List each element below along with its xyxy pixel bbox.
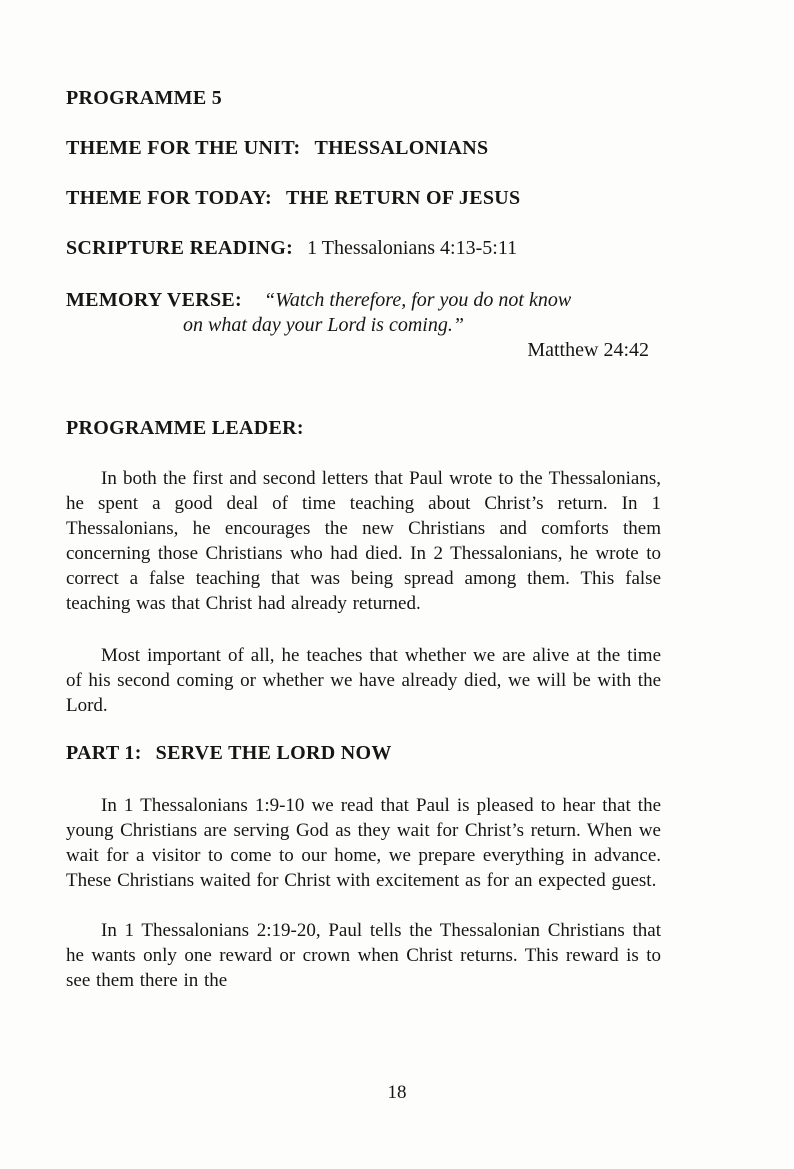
page-content-column (66, 88, 661, 1020)
scripture-reading-value: 1 Thessalonians 4:13-5:11 (307, 237, 518, 259)
part1-paragraph-2: In 1 Thessalonians 2:19-20, Paul tells the Thessalonian Christians that he wants only one reward or crown when Christ returns. This reward is to see them there in the (66, 920, 661, 991)
theme-unit-line (66, 138, 661, 158)
programme-leader-heading (66, 418, 661, 438)
page-number: 18 (387, 1082, 407, 1103)
part1-paragraph-1: In 1 Thessalonians 1:9-10 we read that Paul is pleased to hear that the young Christians are serving God as they wait for Christ’s return. When we wait for a visitor to come to our home, we prepare everything in advance. These Christians waited for Christ with excitement as for an expected guest. (66, 795, 661, 891)
memory-verse-quote-part2: on what day your Lord is coming.” (183, 314, 464, 336)
theme-today-value: THE RETURN OF JESUS (285, 187, 521, 209)
programme-title (66, 88, 661, 108)
memory-verse-reference: Matthew 24:42 (527, 339, 649, 361)
theme-today-label: THEME FOR TODAY: (66, 187, 272, 209)
part1-heading (66, 743, 661, 763)
memory-verse-label: MEMORY VERSE: (66, 289, 242, 311)
memory-verse-quote-part1: “Watch therefore, for you do not know (263, 289, 572, 311)
intro-paragraph-2: Most important of all, he teaches that whether we are alive at the time of his second coming or whether we have already died, we will be with the Lord. (66, 645, 661, 716)
scripture-reading-line (66, 238, 661, 258)
theme-unit-label: THEME FOR THE UNIT: (66, 137, 301, 159)
part1-heading-label: PART 1: (66, 742, 142, 764)
theme-unit-value: THESSALONIANS (314, 137, 489, 159)
programme-leader-heading-text: PROGRAMME LEADER: (66, 417, 304, 439)
memory-verse-block (66, 288, 661, 363)
intro-paragraph-1: In both the first and second letters that Paul wrote to the Thessalonians, he spent a good deal of time teaching about Christ’s return. In 1 Thessalonians, he encourages the new Christians and comforts them concerning those Christians who had died. In 2 Thessalonians, he wrote to correct a false teaching that was being spread among them. This false teaching was that Christ had already returned. (66, 468, 661, 614)
scripture-reading-label: SCRIPTURE READING: (66, 237, 294, 259)
memory-verse-line1 (66, 288, 661, 313)
page-footer (0, 1080, 794, 1105)
theme-today-line (66, 188, 661, 208)
part1-heading-title: SERVE THE LORD NOW (155, 742, 392, 764)
programme-title-text: PROGRAMME 5 (66, 87, 223, 109)
